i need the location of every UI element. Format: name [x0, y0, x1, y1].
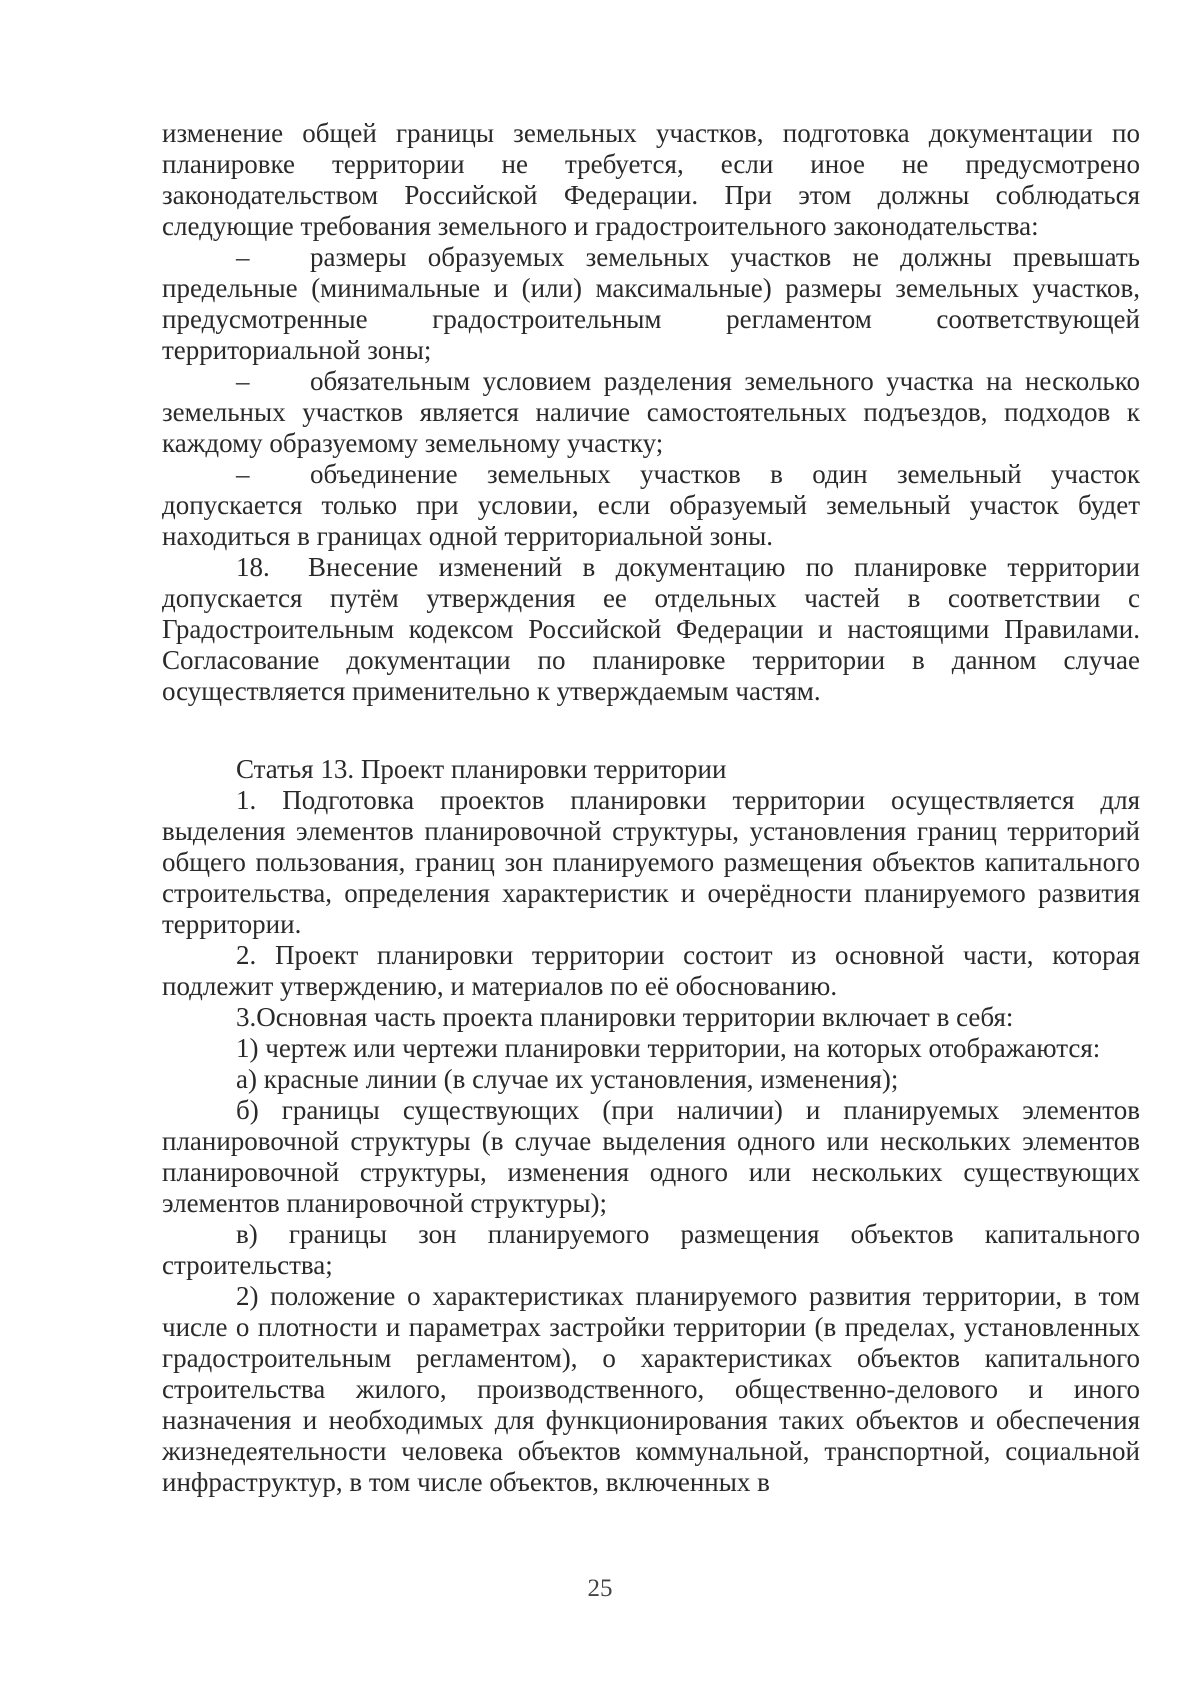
- article-heading: Статья 13. Проект планировки территории: [236, 754, 727, 784]
- article-paragraph-2: 2. Проект планировки территории состоит из основной части, которая подлежит утверждению, и материалов по её обоснованию.: [162, 940, 1140, 1001]
- item-text-18: Внесение изменений в документацию по планировке территории допускается путём утверждения ее отдельных частей в соответствии с Градостроительным кодексом Российской Федерации и настоящими Правилами. Согласование документации по планировке территории в данном случае осуществляется применительно к утверждаемым частям.: [162, 552, 1140, 706]
- bullet-item-1: [162, 242, 1140, 366]
- article-subitem-1b: б) границы существующих (при наличии) и планируемых элементов планировочной структуры (в случае выделения одного или нескольких элементов планировочной структуры, изменения одного или нескольких существующих элементов планировочной структуры);: [162, 1095, 1140, 1218]
- article-subitem-1a: а) красные линии (в случае их установления, изменения);: [236, 1064, 899, 1094]
- dash-marker: –: [236, 242, 250, 272]
- item-number-18: 18.: [236, 552, 270, 582]
- dash-marker: –: [236, 459, 250, 489]
- document-body: [162, 118, 1140, 1498]
- article-subitem-1c: в) границы зон планируемого размещения объектов капитального строительства;: [162, 1219, 1140, 1280]
- paragraph-intro: изменение общей границы земельных участков, подготовка документации по планировке территории не требуется, если иное не предусмотрено законодательством Российской Федерации. При этом должны соблюдаться следующие требования земельного и градостроительного законодательства:: [162, 118, 1140, 241]
- bullet-text-3: объединение земельных участков в один земельный участок допускается только при условии, если образуемый земельный участок будет находиться в границах одной территориальной зоны.: [162, 459, 1140, 551]
- article-subitem-2: 2) положение о характеристиках планируемого развития территории, в том числе о плотности и параметрах застройки территории (в пределах, установленных градостроительным регламентом), о характеристиках объектов капитального строительства жилого, производственного, общественно-делового и иного назначения и необходимых для функционирования таких объектов и обеспечения жизнедеятельности человека объектов коммунальной, транспортной, социальной инфраструктур, в том числе объектов, включенных в: [162, 1281, 1140, 1497]
- page-number: 25: [587, 1575, 613, 1602]
- bullet-text-2: обязательным условием разделения земельного участка на несколько земельных участков является наличие самостоятельных подъездов, подходов к каждому образуемому земельному участку;: [162, 366, 1140, 458]
- bullet-item-2: [162, 366, 1140, 459]
- article-subitem-1: 1) чертеж или чертежи планировки территории, на которых отображаются:: [236, 1033, 1101, 1063]
- dash-marker: –: [236, 366, 250, 396]
- article-paragraph-3: 3.Основная часть проекта планировки территории включает в себя:: [236, 1002, 1014, 1032]
- article-paragraph-1: 1. Подготовка проектов планировки территории осуществляется для выделения элементов планировочной структуры, установления границ территорий общего пользования, границ зон планируемого размещения объектов капитального строительства, определения характеристик и очерёдности планируемого развития территории.: [162, 785, 1140, 939]
- bullet-item-3: [162, 459, 1140, 552]
- bullet-text-1: размеры образуемых земельных участков не должны превышать предельные (минимальные и (или) максимальные) размеры земельных участков, предусмотренные градостроительным регламентом соответствующей территориальной зоны;: [162, 242, 1140, 365]
- numbered-item-18: [162, 552, 1140, 707]
